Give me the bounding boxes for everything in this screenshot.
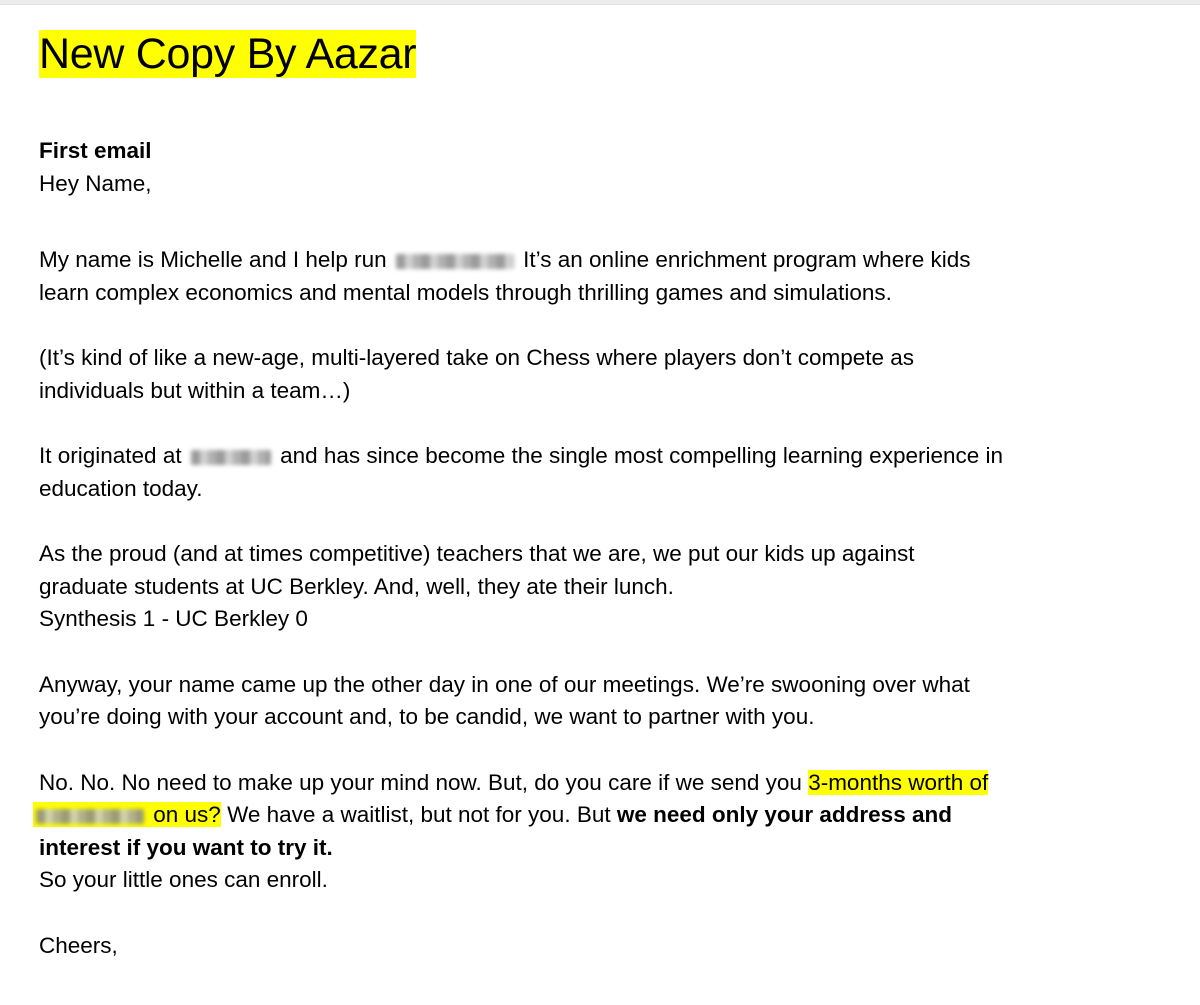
paragraph-intro: My name is Michelle and I help run It’s an online enrichment program where kids learn complex economics and mental models through thrilling games and simulations. — [39, 244, 1149, 309]
page-top-edge — [0, 0, 1200, 5]
paragraph-offer: No. No. No need to make up your mind now. But, do you care if we send you 3-months worth of on us? We have a waitlist, but not for you. But we need only your address and interest if you want to try it. So your little ones can enroll. — [39, 767, 1149, 897]
greeting: Hey Name, — [39, 170, 152, 196]
redacted-product-name — [33, 799, 147, 832]
redacted-program-name — [393, 244, 517, 277]
document-body — [39, 28, 1149, 962]
title-highlight: New Copy By Aazar — [39, 30, 417, 78]
offer-highlight-continued: on us? — [33, 802, 221, 827]
document-title — [39, 28, 1149, 80]
email-heading: First email — [39, 138, 152, 163]
signoff: Cheers, — [39, 932, 118, 958]
paragraph-berkley: As the proud (and at times competitive) teachers that we are, we put our kids up against graduate students at UC Berkley. And, well, they ate their lunch. Synthesis 1 - UC Berkley 0 — [39, 541, 915, 631]
paragraph-chess: (It’s kind of like a new-age, multi-layered take on Chess where players don’t compete as individuals but within a team…) — [39, 345, 915, 403]
redacted-origin-name — [188, 440, 274, 473]
offer-highlight: 3-months worth of — [808, 769, 989, 795]
paragraph-origin: It originated at and has since become the single most compelling learning experience in education today. — [39, 440, 1149, 505]
paragraph-partner: Anyway, your name came up the other day in one of our meetings. We’re swooning over what you’re doing with your account and, to be candid, we want to partner with you. — [39, 671, 970, 729]
